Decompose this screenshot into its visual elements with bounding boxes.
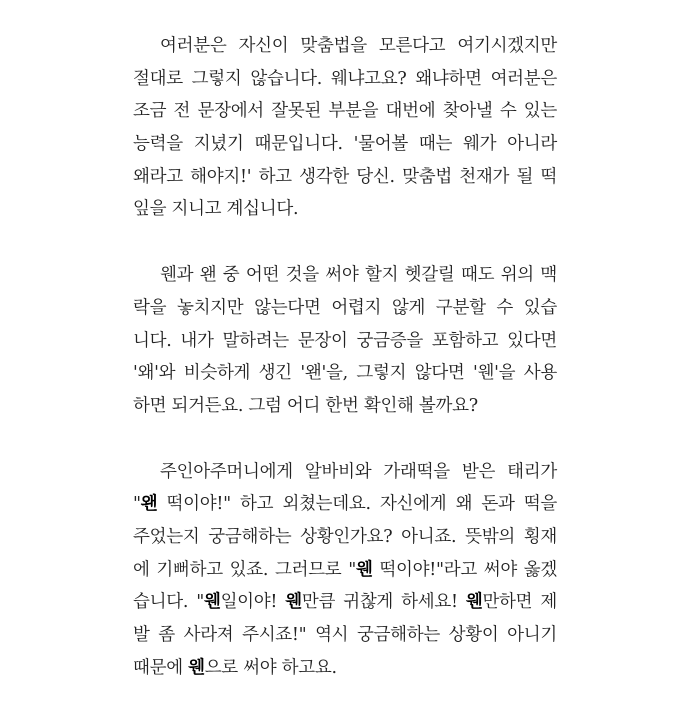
bold-text: 웬 xyxy=(203,592,221,613)
text-segment: 만하면 제 xyxy=(482,592,558,613)
bold-text: 웬 xyxy=(188,657,205,678)
text-segment: 떡이야!" 하고 외쳤는데요. 자신에게 왜 돈과 떡을 xyxy=(157,494,557,515)
bold-text: 웬 xyxy=(355,559,373,580)
paragraph xyxy=(133,456,557,685)
text-line xyxy=(133,586,557,619)
text-line xyxy=(133,128,557,161)
text-line xyxy=(133,521,557,554)
document-body xyxy=(133,30,557,717)
text-segment: 일이야! xyxy=(220,592,286,613)
text-segment: 능력을 지녔기 때문입니다. '물어볼 때는 웨가 아니라 xyxy=(133,134,557,155)
text-segment: 에 기뻐하고 있죠. 그러므로 " xyxy=(133,559,356,580)
text-line xyxy=(133,652,557,685)
text-line xyxy=(133,488,557,521)
text-segment: 발 좀 사라져 주시죠!" 역시 궁금해하는 상황이 아니기 xyxy=(133,625,557,645)
text-line xyxy=(133,554,557,587)
text-line xyxy=(133,390,557,423)
text-line xyxy=(133,357,557,390)
text-segment: 니다. 내가 말하려는 문장이 궁금증을 포함하고 있다면 xyxy=(133,330,557,351)
bold-text: 웬 xyxy=(285,592,302,613)
text-segment: 여러분은 자신이 맞춤법을 모른다고 여기시겠지만 xyxy=(160,36,557,56)
text-line xyxy=(133,30,557,63)
text-segment: 주었는지 궁금해하는 상황인가요? 아니죠. 뜻밖의 횡재 xyxy=(133,526,557,547)
text-segment: 락을 놓치지만 않는다면 어렵지 않게 구분할 수 있습 xyxy=(133,297,557,318)
text-line xyxy=(133,619,557,652)
text-segment: 절대로 그렇지 않습니다. 웨냐고요? 왜냐하면 여러분은 xyxy=(133,68,557,89)
text-segment: 잎을 지니고 계십니다. xyxy=(133,199,299,220)
text-segment: 으로 써야 하고요. xyxy=(204,657,337,678)
text-line xyxy=(133,95,557,128)
text-line xyxy=(133,456,557,489)
bold-text: 왠 xyxy=(140,494,158,515)
paragraph xyxy=(133,259,557,422)
bold-text: 웬 xyxy=(465,592,483,613)
text-segment: " xyxy=(133,494,141,515)
text-line xyxy=(133,161,557,194)
text-segment: '왜'와 비슷하게 생긴 '왠'을, 그렇지 않다면 '웬'을 사용 xyxy=(133,363,557,384)
text-segment: 만큼 귀찮게 하세요! xyxy=(301,592,466,613)
text-line xyxy=(133,325,557,358)
text-segment: 떡이야!"라고 써야 옳겠 xyxy=(372,559,558,580)
paragraph xyxy=(133,30,557,226)
text-segment: 주인아주머니에게 알바비와 가래떡을 받은 태리가 xyxy=(160,461,557,482)
text-segment: 웬과 왠 중 어떤 것을 써야 할지 헷갈릴 때도 위의 맥 xyxy=(160,265,557,286)
text-segment: 왜라고 해야지!' 하고 생각한 당신. 맞춤법 천재가 될 떡 xyxy=(133,166,557,187)
text-segment: 습니다. " xyxy=(133,592,204,613)
text-line xyxy=(133,292,557,325)
text-line xyxy=(133,193,557,226)
text-segment: 하면 되거든요. 그럼 어디 한번 확인해 볼까요? xyxy=(133,395,478,416)
text-line xyxy=(133,259,557,292)
text-segment: 조금 전 문장에서 잘못된 부분을 대번에 찾아낼 수 있는 xyxy=(133,101,557,122)
text-line xyxy=(133,63,557,96)
text-segment: 때문에 xyxy=(133,657,189,678)
